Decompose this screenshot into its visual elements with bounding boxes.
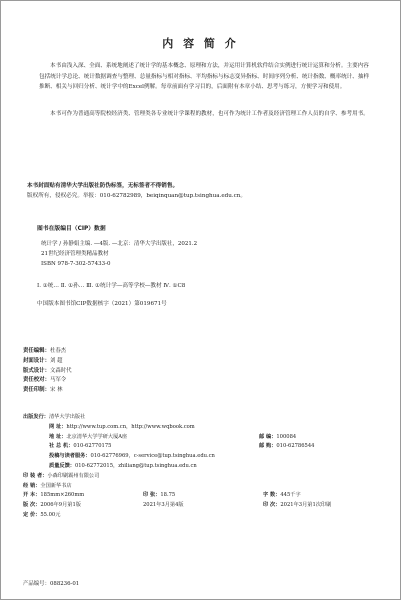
- cip-classification: Ⅰ. ①统… Ⅱ. ①孙… Ⅲ. ①统计学—高等学校—教材 Ⅳ. ①C8: [37, 283, 186, 289]
- switchboard-row: 社 总 机：010-62770175 邮 购：010-62786544: [49, 443, 315, 450]
- website-row: 网 址：http://www.tup.com.cn，http://www.wqbook.com: [49, 423, 195, 430]
- distributor-row: 经 销：全国新华书店: [23, 482, 72, 489]
- staff-row: 版式设计：文森时代: [23, 367, 72, 374]
- staff-list: [23, 347, 72, 396]
- staff-row: 责任编辑：杜春杰: [23, 348, 67, 354]
- intro-paragraph-1: 本书由浅入深、全面、系统地阐述了统计学的基本概念、原理和方法，并运用计算机软件结合实例进行统计运算和分析。主要内容包括统计学总论、统计数据调查与整理、总量指标与相对指标、平均指标与标志变异指标、时间序列分析、统计指数、概率统计、抽样推断、相关与回归分析、统计学中的Excel例解。每章前面有学习目的，后面附有本章小结、思考与练习，方便学习和使用。: [39, 63, 370, 91]
- quality-row: 质量反馈：010-62772015，zhiliang@tup.tsinghua.edu.cn: [49, 462, 197, 469]
- page-title: 内 容 简 介: [162, 37, 239, 50]
- cip-block: [41, 240, 197, 269]
- staff-row: 责任印制：宋 林: [23, 387, 63, 394]
- label-notice: 本书封面贴有清华大学出版社防伪标签，无标签者不得销售。: [27, 183, 179, 189]
- staff-row: 封面设计：刘 超: [23, 357, 63, 364]
- price-row: 定 价：55.00元: [23, 511, 61, 518]
- submission-row: 投稿与读者服务：010-62776969，c-service@tup.tsinghua.edu.cn: [49, 453, 215, 460]
- intro-paragraph-2: 本书可作为普通高等院校经济类、管理类各专业统计学课程的教材，也可作为统计工作者及经济管理工作人员的自学、参考用书。: [50, 111, 369, 117]
- anti-counterfeit-notice: [27, 182, 377, 201]
- publishing-info: [23, 413, 383, 521]
- product-number: 产品编号：088236-01: [23, 581, 80, 587]
- cip-line-3: ISBN 978-7-302-57433-0: [41, 260, 111, 267]
- copyright-report: 版权所有，侵权必究。举报：010-62782989，beiqinquan@tup.tsinghua.edu.cn。: [27, 192, 246, 199]
- edition-row: 版 次：2006年9月第1版 2021年3月第4版 印 次：2021年3月第1次印刷: [23, 502, 332, 509]
- staff-row: 责任校对：马军令: [23, 377, 67, 384]
- cip-heading: 图书在版编目（CIP）数据: [37, 226, 106, 232]
- publisher-row: 出版发行：清华大学出版社: [23, 414, 86, 420]
- format-row: 开 本：185mm×260mm 印 张：18.75 字 数：445千字: [23, 492, 301, 499]
- cip-record-number: 中国版本图书馆CIP数据核字（2021）第019671号: [37, 301, 167, 307]
- cip-line-1: 统计学 / 孙静娟主编. —4版. —北京：清华大学出版社，2021.2: [41, 241, 198, 247]
- printer-row: 印 装 者：小森印刷霸州有限公司: [23, 472, 100, 479]
- cip-line-2: 21世纪经济管理类精品教材: [41, 250, 109, 257]
- address-row: 地 址：北京清华大学学研大厦A座 邮 编：100084: [49, 433, 297, 440]
